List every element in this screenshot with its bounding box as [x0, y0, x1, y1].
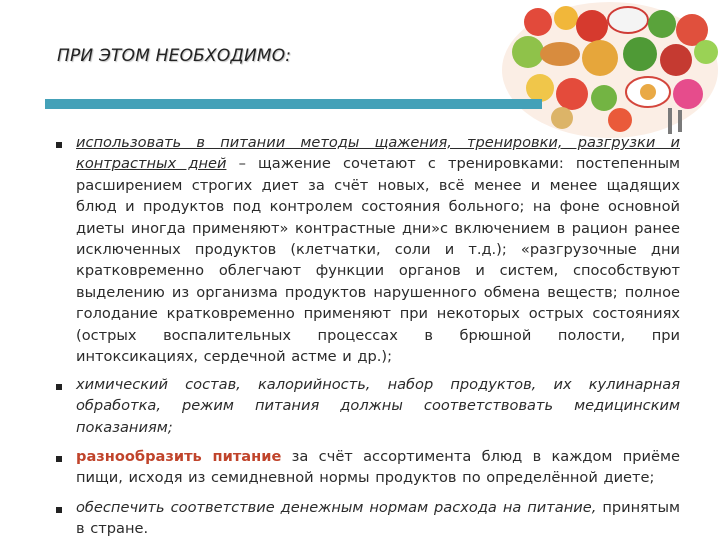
- list-item: [76, 446, 680, 489]
- item-text: – щажение сочетают с тренировками: постепенным расширением строгих диет за счёт новых, всё менее и менее щадящих блюд и продуктов под контролем состояния больного; на фоне основной диеты иногда применяют» контрастные дни»с включением в рацион ранее исключенных продуктов (клетчатки, соли и т.д.); «разгрузочные дни кратковременно облегчают функции органов и систем, способствуют выделению из организма продуктов нарушенного обмена веществ; полное голодание кратковременно применяют при некоторых острых состояниях (острых воспалительных процессах в брюшной полости, при интоксикациях, сердечной астме и др.);: [76, 155, 680, 366]
- bullet-marker: [56, 384, 62, 390]
- item-text: принятым в стране.: [76, 499, 680, 538]
- accent-bar: [45, 99, 542, 109]
- list-item: [76, 374, 680, 438]
- bullet-marker: [56, 507, 62, 513]
- bullet-marker: [56, 142, 62, 148]
- bullet-marker: [56, 456, 62, 462]
- food-collage-icon: [500, 0, 720, 140]
- item-text: за счёт ассортимента блюд в каждом приёме пищи, исходя из семидневной нормы продуктов по определённой диете;: [76, 448, 680, 487]
- list-item: [76, 497, 680, 540]
- list-item: [76, 132, 680, 367]
- item-lead: использовать в питании методы щажения, тренировки, разгрузки и контрастных дней: [76, 134, 680, 173]
- slide-title: ПРИ ЭТОМ НЕОБХОДИМО:: [57, 46, 292, 66]
- item-lead: обеспечить соответствие денежным нормам расхода на питание,: [76, 499, 597, 516]
- item-text: химический состав, калорийность, набор продуктов, их кулинарная обработка, режим питания должны соответствовать медицинским показаниям;: [76, 376, 680, 436]
- item-lead: разнообразить питание: [76, 448, 282, 465]
